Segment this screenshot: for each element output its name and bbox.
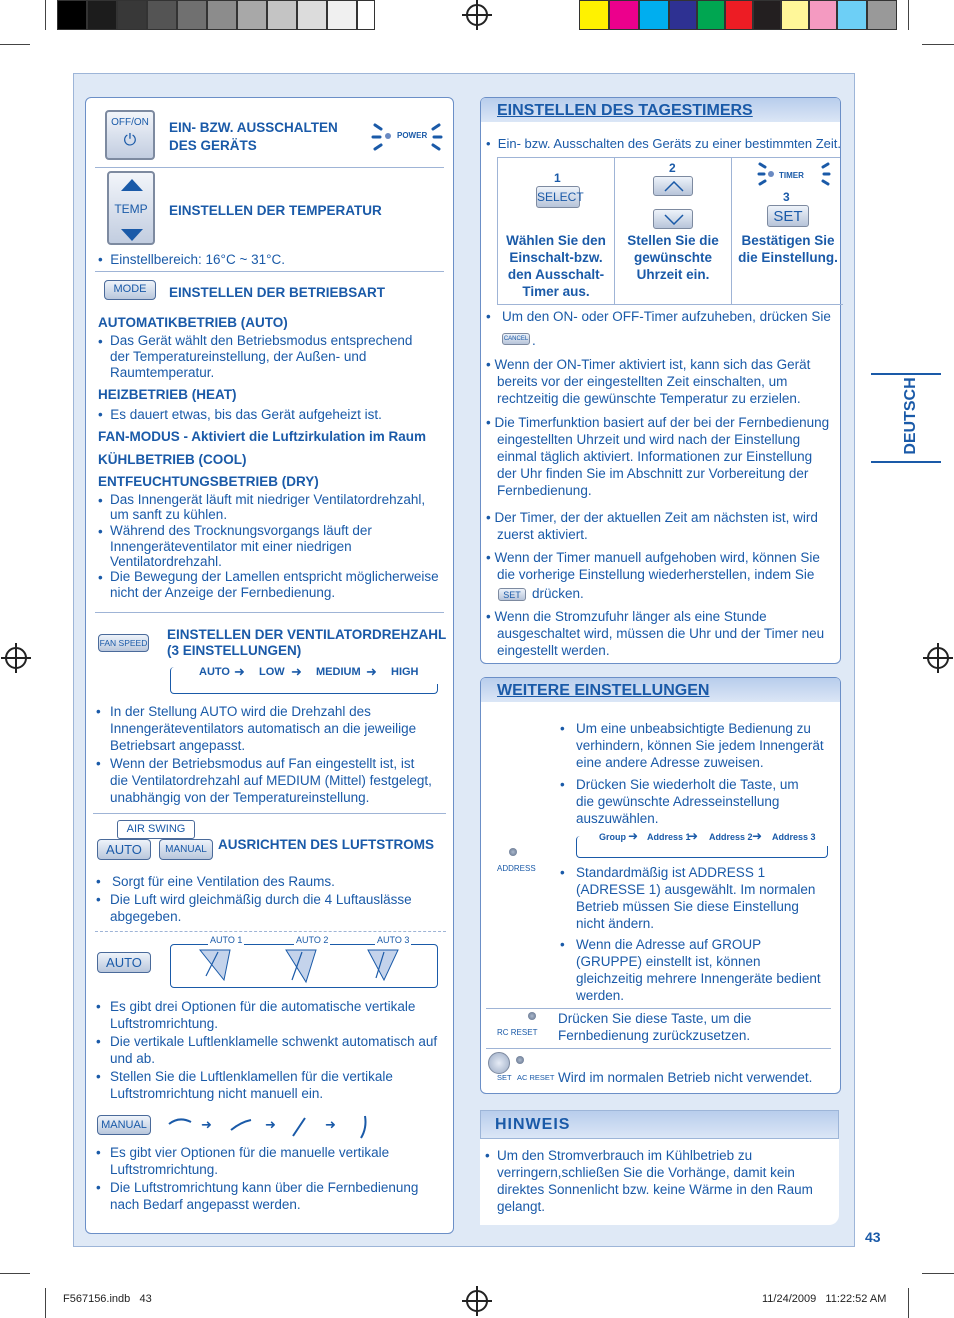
set-button[interactable]: SET: [767, 205, 809, 227]
timer-note-2: • Die Timerfunktion basiert auf der bei der Fernbedienung eingestellten Uhrzeit und wird nach der Einstellung einmal täglich aktiviert. Informationen zur Einstellung der Uhr finden Sie im Abschnitt zur Vorbereitung der Fernbedienung.: [486, 415, 830, 498]
ac-reset-button[interactable]: [516, 1056, 524, 1064]
flow-address-2: Address 2: [709, 832, 753, 842]
address-text-3: Standardmäßig ist ADDRESS 1 (ADRESSE 1) ausgewählt. Im normalen Betrieb müssen Sie diese Einstellung nicht ändern.: [576, 865, 816, 931]
rc-reset-text: Drücken Sie diese Taste, um die Fernbedienung zurückzusetzen.: [558, 1011, 752, 1043]
flow-low: LOW: [259, 666, 285, 678]
swing-text-4: Die vertikale Luftlenklamelle schwenkt automatisch auf und ab.: [110, 1034, 438, 1066]
crop-mark: [45, 0, 46, 30]
select-button[interactable]: SELECT: [536, 186, 580, 208]
arrow-up-icon: [121, 179, 143, 191]
swing-text-6: Es gibt vier Optionen für die manuelle vertikale Luftstromrichtung.: [110, 1145, 390, 1177]
divider: [93, 813, 446, 814]
swing-text-2: Die Luft wird gleichmäßig durch die 4 Luftauslässe abgegeben.: [110, 892, 412, 924]
rc-reset-label: RC RESET: [497, 1028, 538, 1037]
flow-address-3: Address 3: [772, 832, 816, 842]
hinweis-header: HINWEIS: [480, 1110, 839, 1139]
timer-note-1: • Wenn der ON-Timer aktiviert ist, kann sich das Gerät bereits vor der eingestellten Zeit einschalten, um rechtzeitig die gewünschte Temperatur zu erzielen.: [486, 357, 811, 406]
svg-text:➜: ➜: [201, 1118, 212, 1133]
arrow-right-icon: ➜: [234, 664, 245, 679]
fan-text-2: Wenn der Betriebsmodus auf Fan eingestellt ist, ist die Ventilatordrehzahl auf MEDIUM (Mittel) festgelegt, unabhängig von der Temperatureinstellung.: [110, 756, 432, 805]
timer-note-3: • Der Timer, der der aktuellen Zeit am nächsten ist, wird zuerst aktiviert.: [486, 510, 818, 542]
timer-indicator-label: TIMER: [779, 171, 804, 180]
divider: [95, 612, 444, 613]
step-2-number: 2: [669, 161, 676, 175]
dry-heading: ENTFEUCHTUNGSBETRIEB (DRY): [98, 474, 319, 489]
air-swing-manual-button[interactable]: MANUAL: [159, 839, 213, 860]
arrow-down-icon: [121, 229, 143, 241]
timer-note-4: • Wenn der Timer manuell aufgehoben wird, können Sie die vorherige Einstellung wiederherstellen, indem Sie: [486, 550, 820, 582]
flow-auto: AUTO: [199, 666, 230, 678]
mode-title: EINSTELLEN DER BETRIEBSART: [169, 285, 386, 300]
step-1-number: 1: [554, 171, 561, 185]
step-3-text: Bestätigen Sie die Einstellung.: [738, 233, 838, 265]
step-1-text: Wählen Sie den Einschalt-bzw. den Ausschalt- Timer aus.: [506, 233, 606, 299]
manual-swing-button[interactable]: MANUAL: [97, 1115, 151, 1135]
svg-text:➜: ➜: [265, 1118, 276, 1133]
footer-date: 11/24/2009 11:22:52 AM: [762, 1293, 887, 1305]
auto1-label: AUTO 1: [210, 935, 243, 945]
arrow-right-icon: ➜: [366, 664, 377, 679]
set-button-small[interactable]: SET: [498, 588, 526, 601]
time-up-button[interactable]: [653, 176, 693, 196]
flow-medium: MEDIUM: [316, 666, 361, 678]
swing-text-3: Es gibt drei Optionen für die automatische vertikale Luftstromrichtung.: [110, 999, 416, 1031]
registration-mark: [927, 647, 949, 669]
mode-button[interactable]: MODE: [104, 280, 156, 300]
timer-header: EINSTELLEN DES TAGESTIMERS: [481, 98, 840, 122]
svg-text:➜: ➜: [325, 1118, 336, 1133]
crop-mark: [922, 44, 954, 45]
timer-note-4-end: drücken.: [532, 586, 584, 601]
weitere-header: WEITERE EINSTELLUNGEN: [481, 678, 840, 702]
air-swing-label: AIR SWING: [117, 820, 195, 839]
registration-mark: [5, 647, 27, 669]
crop-mark: [908, 0, 909, 30]
chevron-down-icon: [664, 214, 684, 225]
off-on-button[interactable]: OFF/ON ⏻: [105, 110, 155, 160]
step-2-text: Stellen Sie die gewünschte Uhrzeit ein.: [627, 233, 719, 282]
hinweis-text: Um den Stromverbrauch im Kühlbetrieb zu verringern,schließen Sie die Vorhänge, damit kein direktes Sonnenlicht bzw. keine Wärme in den Raum gelangt.: [497, 1148, 813, 1214]
chevron-up-icon: [664, 181, 684, 192]
auto-swing-button[interactable]: AUTO: [97, 952, 151, 973]
power-icon: ⏻: [123, 132, 137, 149]
language-tab: DEUTSCH: [871, 373, 941, 463]
cancel-button[interactable]: CANCEL: [502, 333, 530, 345]
divider: [95, 167, 444, 168]
dry-text-3: Die Bewegung der Lamellen entspricht möglicherweise nicht der Anzeige der Fernbedienung.: [110, 569, 439, 600]
power-title-line2: DES GERÄTS: [169, 138, 257, 153]
address-label: ADDRESS: [497, 864, 536, 873]
dry-text-1: Das Innengerät läuft mit niedriger Ventilatordrehzahl, um sanft zu kühlen.: [110, 492, 426, 522]
time-down-button[interactable]: [653, 209, 693, 229]
swing-text-7: Die Luftstromrichtung kann über die Fernbedienung nach Bedarf angepasst werden.: [110, 1180, 419, 1212]
power-title: EIN- BZW. AUSSCHALTEN: [169, 120, 338, 135]
crop-mark: [908, 1288, 909, 1318]
divider: [95, 271, 444, 272]
auto3-label: AUTO 3: [377, 935, 410, 945]
address-text-1: Um eine unbeabsichtigte Bedienung zu verhindern, können Sie jedem Innengerät eine andere Adresse zuweisen.: [576, 721, 824, 770]
dry-text-2: Während des Trocknungsvorgangs läuft der Innengeräteventilator mit einer niedrigen Ventilatordrehzahl.: [110, 523, 372, 569]
flow-high: HIGH: [391, 666, 419, 678]
fan-mode-heading: FAN-MODUS - Aktiviert die Luftzirkulation im Raum: [98, 429, 427, 444]
crop-mark: [45, 1288, 46, 1318]
arrow-right-icon: ➜: [752, 829, 763, 843]
set-label: SET: [497, 1073, 512, 1082]
divider: [95, 931, 446, 932]
flow-group: Group: [599, 832, 626, 842]
arrow-right-icon: ➜: [291, 664, 302, 679]
flow-address-1: Address 1: [647, 832, 691, 842]
louver-swing-icon: [196, 946, 432, 986]
auto-heading: AUTOMATIKBETRIEB (AUTO): [98, 315, 288, 330]
fan-speed-button[interactable]: FAN SPEED: [98, 634, 149, 652]
heat-text: • Es dauert etwas, bis das Gerät aufgeheizt ist.: [98, 407, 382, 422]
swing-title: AUSRICHTEN DES LUFTSTROMS: [218, 837, 434, 852]
step-3-number: 3: [783, 190, 790, 204]
crop-mark: [922, 1273, 954, 1274]
temp-title: EINSTELLEN DER TEMPERATUR: [169, 203, 382, 218]
cool-heading: KÜHLBETRIEB (COOL): [98, 452, 247, 467]
set-round-button[interactable]: [488, 1052, 510, 1074]
swing-text-1: • Sorgt für eine Ventilation des Raums.: [96, 874, 335, 889]
ac-reset-label: AC RESET: [517, 1073, 555, 1082]
manual-louver-positions-icon: [165, 1110, 380, 1142]
auto-text: Das Gerät wählt den Betriebsmodus entsprechend der Temperatureinstellung, der Außen- und Raumtemperatur.: [110, 333, 413, 380]
auto2-label: AUTO 2: [296, 935, 329, 945]
address-text-2: Drücken Sie wiederholt die Taste, um die gewünschte Adresseinstellung auszuwählen.: [576, 777, 799, 826]
arrow-right-icon: ➜: [628, 829, 639, 843]
heat-heading: HEIZBETRIEB (HEAT): [98, 387, 237, 402]
rc-reset-button[interactable]: [528, 1012, 536, 1020]
temp-button[interactable]: TEMP: [107, 171, 155, 245]
power-indicator-label: POWER: [397, 131, 428, 140]
arrow-right-icon: ➜: [688, 829, 699, 843]
registration-mark: [466, 4, 488, 26]
air-swing-auto-button[interactable]: AUTO: [97, 839, 151, 860]
page-number: 43: [865, 1229, 881, 1245]
crop-mark: [0, 1273, 30, 1274]
fan-text-1: In der Stellung AUTO wird die Drehzahl des Innengeräteventilators automatisch an die jeweilige Betriebsart angepasst.: [110, 704, 417, 753]
crop-mark: [0, 44, 30, 45]
cancel-text: • Um den ON- oder OFF-Timer aufzuheben, drücken Sie: [486, 309, 831, 324]
address-button[interactable]: [509, 848, 517, 856]
registration-mark: [466, 1290, 488, 1312]
timer-note-5: • Wenn die Stromzufuhr länger als eine Stunde ausgeschaltet wird, müssen die Uhr und der Timer neu eingestellt werden.: [486, 609, 825, 658]
footer-file: F567156.indb 43: [63, 1293, 152, 1305]
fan-title: EINSTELLEN DER VENTILATORDREHZAHL (3 EINSTELLUNGEN): [167, 627, 447, 658]
swing-text-5: Stellen Sie die Luftlenklamellen für die vertikale Luftstromrichtung nicht manuell ein.: [110, 1069, 393, 1101]
ac-reset-text: Wird im normalen Betrieb nicht verwendet.: [558, 1070, 813, 1085]
address-text-4: Wenn die Adresse auf GROUP (GRUPPE) einstellt ist, können gleichzeitig mehrere Innengeräte bedient werden.: [576, 937, 821, 1003]
temp-range: • Einstellbereich: 16°C ~ 31°C.: [98, 252, 285, 267]
timer-intro: • Ein- bzw. Ausschalten des Geräts zu einer bestimmten Zeit.: [486, 136, 841, 151]
